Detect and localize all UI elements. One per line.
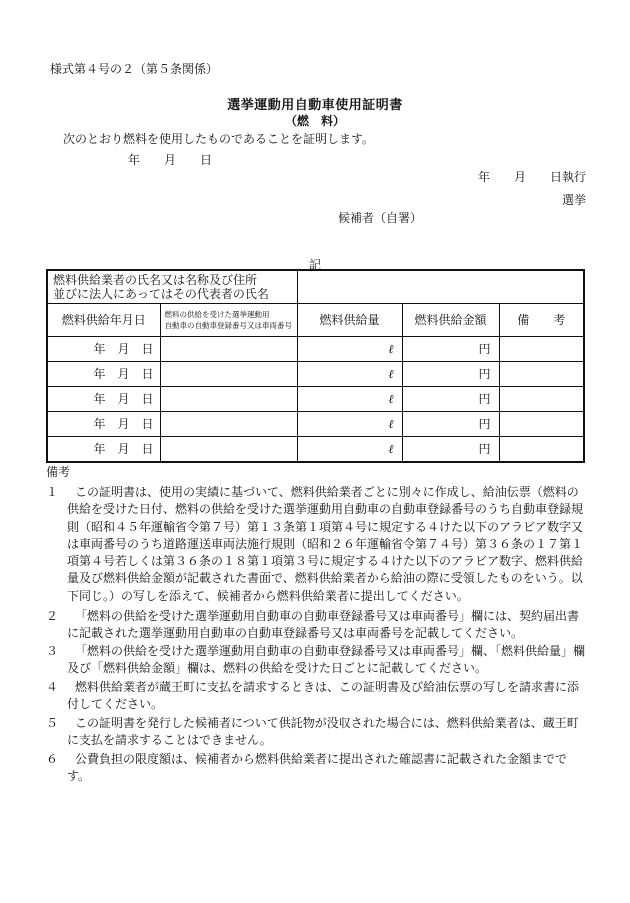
remarks-cell[interactable] xyxy=(499,387,584,412)
remarks-cell[interactable] xyxy=(499,437,584,463)
note-item xyxy=(46,679,586,714)
table-row xyxy=(47,362,584,387)
supply-date-text: 年 月 日 xyxy=(93,342,154,356)
supply-date-cell[interactable] xyxy=(47,362,160,387)
notes-heading: 備考 xyxy=(46,465,71,479)
supplier-label-line2: 並びに法人にあってはその代表者の氏名 xyxy=(53,287,269,301)
supply-date-text: 年 月 日 xyxy=(93,367,154,381)
header-vehicle-line1: 燃料の供給を受けた選挙運動用 xyxy=(164,310,270,319)
remarks-cell[interactable] xyxy=(499,412,584,437)
note-text: 「燃料の供給を受けた選挙運動用自動車の自動車登録番号又は車両番号」欄、「燃料供給量」欄及び「燃料供給金額」欄は、燃料の供給を受けた日ごとに記載してください。 xyxy=(67,644,586,676)
supplier-label-cell xyxy=(47,270,297,304)
note-item xyxy=(46,643,586,678)
election-date-field[interactable]: 年 月 日執行 xyxy=(477,170,586,184)
note-number: ４ xyxy=(46,680,59,694)
fuel-quantity-cell[interactable] xyxy=(297,412,402,437)
supplier-input-cell[interactable] xyxy=(297,270,584,304)
remarks-cell[interactable] xyxy=(499,337,584,362)
fuel-quantity-cell[interactable] xyxy=(297,337,402,362)
table-row xyxy=(47,337,584,362)
supply-date-cell[interactable] xyxy=(47,337,160,362)
note-text: この証明書を発行した候補者について供託物が没収された場合には、燃料供給業者は、蔵王町に支払を請求することはできません。 xyxy=(67,716,579,748)
yen-unit: 円 xyxy=(478,367,491,381)
table-header-row xyxy=(47,304,584,337)
header-fuel-amount: 燃料供給金額 xyxy=(402,304,499,337)
note-number: １ xyxy=(46,485,59,499)
form-number: 様式第４号の２（第５条関係） xyxy=(50,62,219,76)
note-number: ６ xyxy=(46,752,59,766)
yen-unit: 円 xyxy=(478,342,491,356)
remarks-cell[interactable] xyxy=(499,362,584,387)
table-body xyxy=(47,337,584,463)
liter-unit: ℓ xyxy=(388,342,394,356)
liter-unit: ℓ xyxy=(388,442,394,456)
vehicle-number-cell[interactable] xyxy=(160,387,297,412)
table-row xyxy=(47,437,584,463)
header-vehicle-number xyxy=(160,304,297,337)
table-row xyxy=(47,412,584,437)
issue-date-field[interactable]: 年 月 日 xyxy=(128,153,213,167)
header-vehicle-line2: 自動車の自動車登録番号又は車両番号 xyxy=(164,321,292,330)
supply-date-cell[interactable] xyxy=(47,437,160,463)
note-item xyxy=(46,751,586,786)
liter-unit: ℓ xyxy=(388,367,394,381)
note-number: ３ xyxy=(46,644,59,658)
supply-date-text: 年 月 日 xyxy=(93,392,154,406)
certify-statement: 次のとおり燃料を使用したものであることを証明します。 xyxy=(63,132,375,146)
supplier-row xyxy=(47,270,584,304)
election-label: 選挙 xyxy=(561,193,586,207)
header-supply-date: 燃料供給年月日 xyxy=(47,304,160,337)
vehicle-number-cell[interactable] xyxy=(160,412,297,437)
candidate-signature-label: 候補者（自署） xyxy=(338,211,423,225)
vehicle-number-cell[interactable] xyxy=(160,362,297,387)
note-item xyxy=(46,484,586,605)
fuel-amount-cell[interactable] xyxy=(402,337,499,362)
note-text: 「燃料の供給を受けた選挙運動用自動車の自動車登録番号又は車両番号」欄には、契約届出書に記載された選挙運動用自動車の自動車登録番号又は車両番号を記載してください。 xyxy=(67,609,580,641)
fuel-amount-cell[interactable] xyxy=(402,362,499,387)
fuel-quantity-cell[interactable] xyxy=(297,437,402,463)
liter-unit: ℓ xyxy=(388,417,394,431)
supply-date-cell[interactable] xyxy=(47,387,160,412)
yen-unit: 円 xyxy=(478,442,491,456)
supplier-label-line1: 燃料供給業者の氏名又は名称及び住所 xyxy=(53,273,258,287)
fuel-amount-cell[interactable] xyxy=(402,387,499,412)
note-number: ２ xyxy=(46,609,59,623)
fuel-amount-cell[interactable] xyxy=(402,412,499,437)
vehicle-number-cell[interactable] xyxy=(160,437,297,463)
supply-date-text: 年 月 日 xyxy=(93,442,154,456)
note-item xyxy=(46,608,586,643)
page-title: 選挙運動用自動車使用証明書 xyxy=(227,98,403,113)
header-fuel-quantity: 燃料供給量 xyxy=(297,304,402,337)
note-text: 公費負担の限度額は、候補者から燃料供給業者に提出された確認書に記載された金額までです。 xyxy=(67,752,568,784)
page-subtitle: （燃 料） xyxy=(284,114,345,128)
header-remarks: 備 考 xyxy=(499,304,584,337)
yen-unit: 円 xyxy=(478,417,491,431)
note-item xyxy=(46,715,586,750)
fuel-amount-cell[interactable] xyxy=(402,437,499,463)
liter-unit: ℓ xyxy=(388,392,394,406)
table-row xyxy=(47,387,584,412)
fuel-usage-table xyxy=(46,269,585,463)
note-text: 燃料供給業者が蔵王町に支払を請求するときは、この証明書及び給油伝票の写しを請求書に添付してください。 xyxy=(67,680,580,712)
fuel-quantity-cell[interactable] xyxy=(297,387,402,412)
note-number: ５ xyxy=(46,716,59,730)
supply-date-text: 年 月 日 xyxy=(93,417,154,431)
vehicle-number-cell[interactable] xyxy=(160,337,297,362)
supply-date-cell[interactable] xyxy=(47,412,160,437)
fuel-quantity-cell[interactable] xyxy=(297,362,402,387)
yen-unit: 円 xyxy=(478,392,491,406)
ki-label: 記 xyxy=(308,258,321,272)
note-text: この証明書は、使用の実績に基づいて、燃料供給業者ごとに別々に作成し、給油伝票（燃料の供給を受けた日付、燃料の供給を受けた選挙運動用自動車の自動車登録番号のうち自動車登録規則（昭和４５年運輸省令第７号）第１３条第１項第４号に規定する４けた以下のアラビア数字又は車両番号のうち道路運送車両法施行規則（昭和２６年運輸省令第７４号）第３６条の１７第１項第４号若しくは第３６条の１８第１項第３号に規定する４けた以下のアラビア数字、燃料供給量及び燃料供給金額が記載された書面で、燃料供給業者から給油の際に受領したものをいう。以下同じ。）の写しを添えて、候補者から燃料供給業者に提出してください。 xyxy=(67,485,584,603)
